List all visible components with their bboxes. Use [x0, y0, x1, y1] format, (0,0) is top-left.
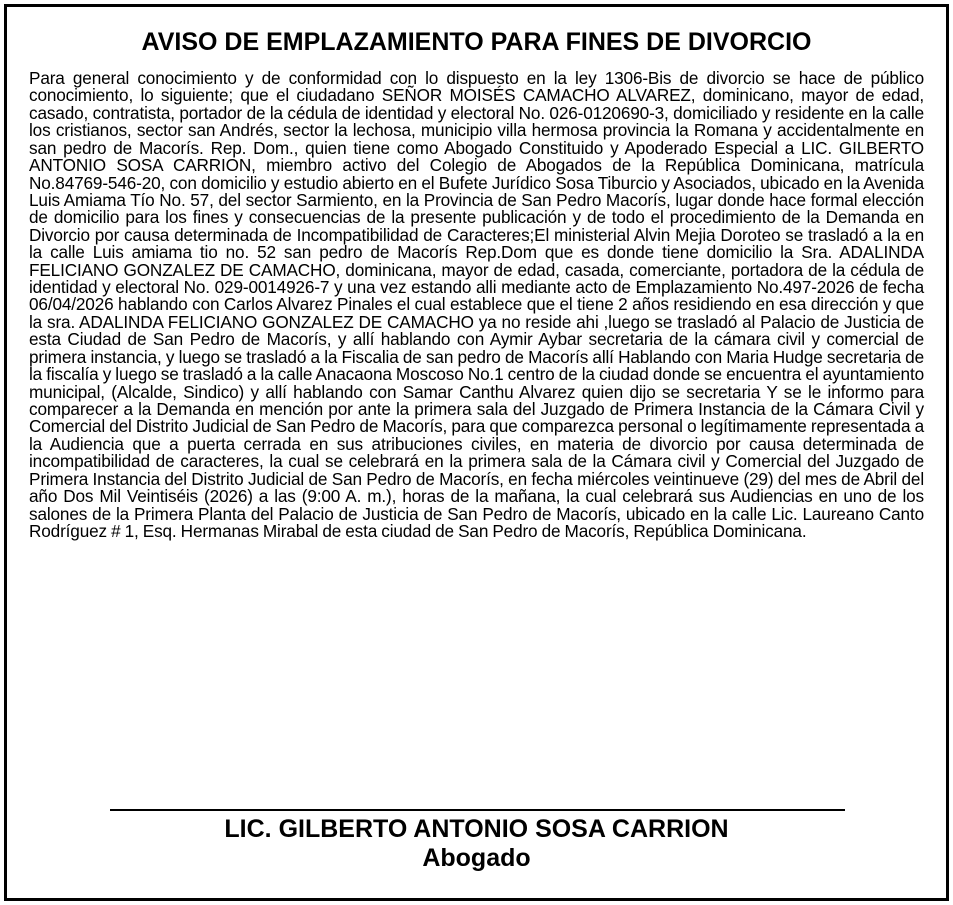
legal-notice — [4, 4, 949, 901]
signature-title: Abogado — [422, 844, 531, 872]
signature-name: LIC. GILBERTO ANTONIO SOSA CARRION — [224, 815, 729, 843]
signature-line — [110, 809, 845, 811]
notice-title: AVISO DE EMPLAZAMIENTO PARA FINES DE DIVORCIO — [141, 28, 812, 56]
notice-body: Para general conocimiento y de conformidad con lo dispuesto en la ley 1306-Bis de divorcio se hace de público conocimiento, lo siguiente; que el ciudadano SEÑOR MOISÉS CAMACHO ALVAREZ, dominicano, mayor de edad, casado, contratista, portador de la cédula de identidad y electoral No. 026-0120690-3, domiciliado y residente en la calle los cristianos, sector san Andrés, sector la lechosa, municipio villa hermosa provincia la Romana y accidentalmente en san pedro de Macorís. Rep. Dom., quien tiene como Abogado Constituido y Apoderado Especial a LIC. GILBERTO ANTONIO SOSA CARRION, miembro activo del Colegio de Abogados de la República Dominicana, matrícula No.84769-546-20, con domicilio y estudio abierto en el Bufete Jurídico Sosa Tiburcio y Asociados, ubicado en la Avenida Luis Amiama Tío No. 57, del sector Sarmiento, en la Provincia de San Pedro Macorís, lugar donde hace formal elección de domicilio para los fines y consecuencias de la presente publicación y de todo el procedimiento de la Demanda en Divorcio por causa determinada de Incompatibilidad de Caracteres;El ministerial Alvin Mejia Doroteo se trasladó a la en la calle Luis amiama tio no. 52 san pedro de Macorís Rep.Dom que es donde tiene domicilio la Sra. ADALINDA FELICIANO GONZALEZ DE CAMACHO, dominicana, mayor de edad, casada, comerciante, portadora de la cédula de identidad y electoral No. 029-0014926-7 y una vez estando alli mediante acto de Emplazamiento No.497-2026 de fecha 06/04/2026 hablando con Carlos Alvarez Pinales el cual establece que el tiene 2 años residiendo en esa dirección y que la sra. ADALINDA FELICIANO GONZALEZ DE CAMACHO ya no reside ahi ,luego se trasladó al Palacio de Justicia de esta Ciudad de San Pedro de Macorís, y allí hablando con Aymir Aybar secretaria de la cámara civil y comercial de primera instancia, y luego se trasladó a la Fiscalia de san pedro de Macorís allí Hablando con Maria Hudge secretaria de la fiscalía y luego se trasladó a la calle Anacaona Moscoso No.1 centro de la ciudad donde se encuentra el ayuntamiento municipal, (Alcalde, Sindico) y allí hablando con Samar Canthu Alvarez quien dijo se secretaria Y se le informo para comparecer a la Demanda en mención por ante la primera sala del Juzgado de Primera Instancia de la Cámara Civil y Comercial del Distrito Judicial de San Pedro de Macorís, para que comparezca personal o legítimamente representada a la Audiencia que a puerta cerrada en sus atribuciones civiles, en materia de divorcio por causa determinada de incompatibilidad de caracteres, la cual se celebrará en la primera sala de la Cámara civil y Comercial del Juzgado de Primera Instancia del Distrito Judicial de San Pedro de Macorís, en fecha miércoles veintinueve (29) del mes de Abril del año Dos Mil Veintiséis (2026) a las (9:00 A. m.), horas de la mañana, la cual celebrará sus Audiencias en uno de los salones de la Primera Planta del Palacio de Justicia de San Pedro de Macorís, ubicado en la calle Lic. Laureano Canto Rodríguez # 1, Esq. Hermanas Mirabal de esta ciudad de San Pedro de Macorís, República Dominicana. — [29, 68, 924, 541]
